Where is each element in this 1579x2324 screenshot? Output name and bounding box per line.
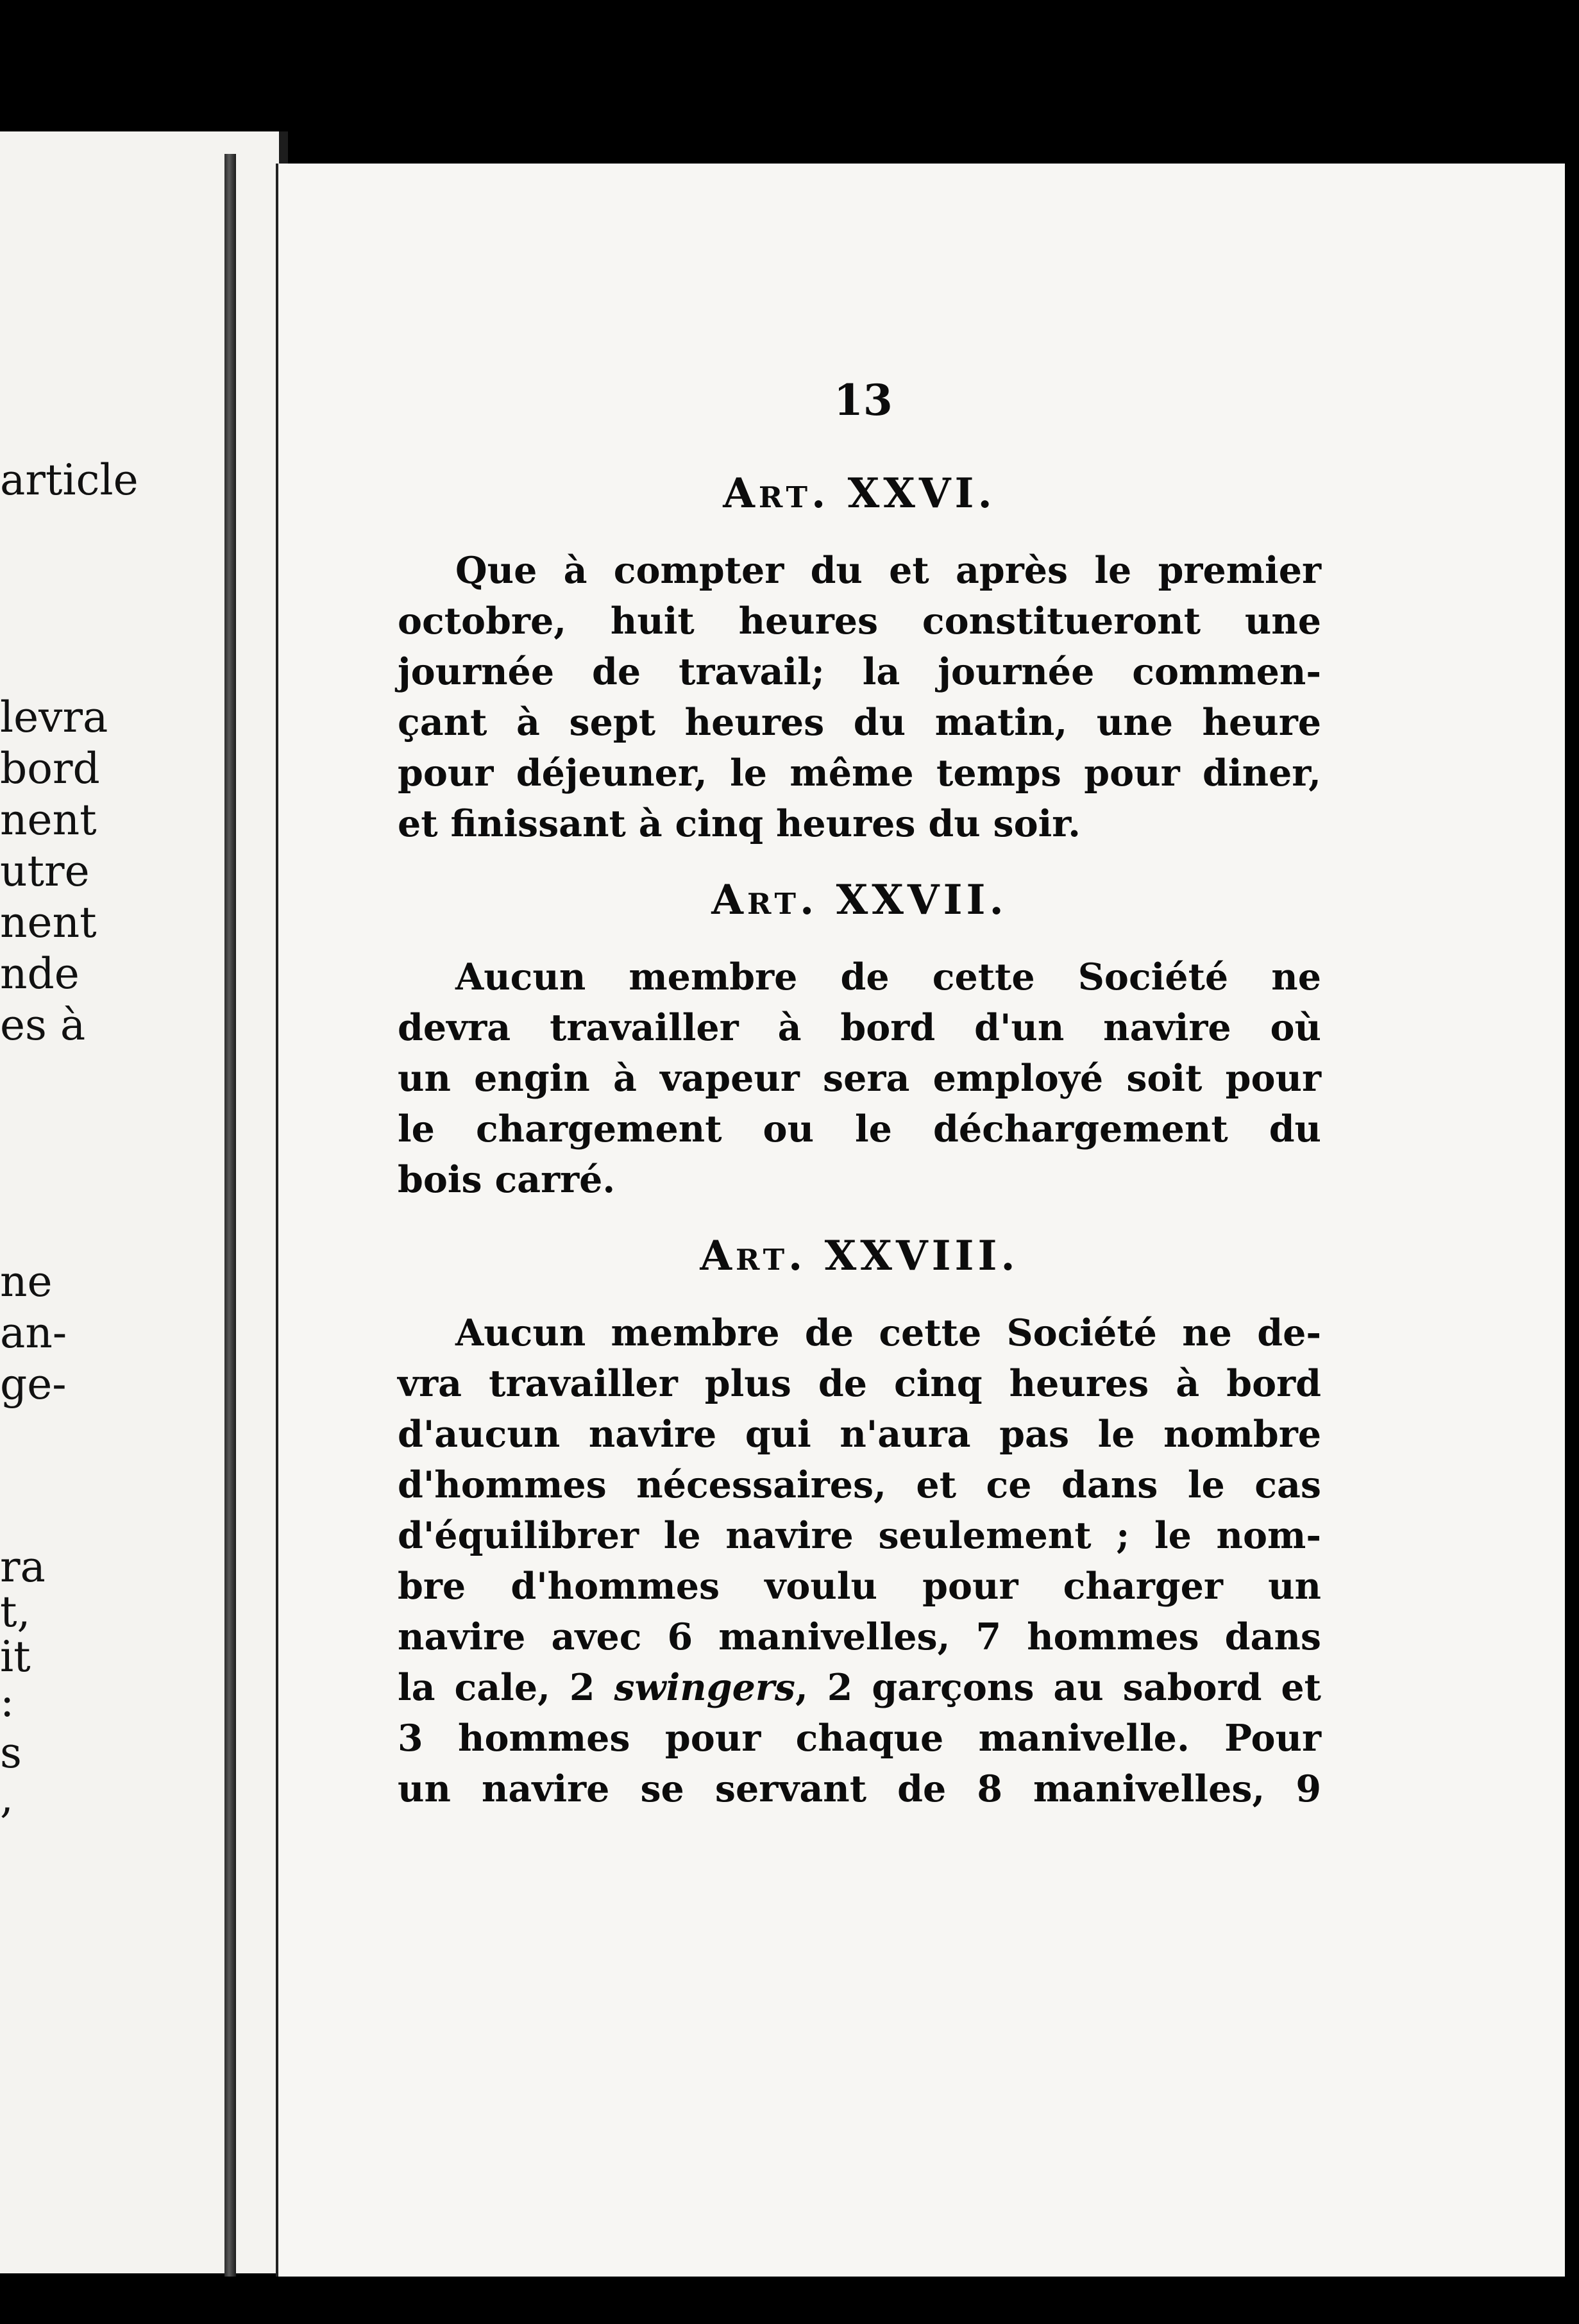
article-number: XXVII. [836,876,1008,924]
paragraph-line: d'aucun navire qui n'aura pas le nombre [398,1413,1321,1456]
paragraph-line: d'équilibrer le navire seulement ; le nom- [398,1514,1321,1557]
paragraph-line: pour déjeuner, le même temps pour diner, [398,752,1321,795]
paragraph-line: Aucun membre de cette Société ne [455,956,1321,998]
scan-border-bottom [0,2277,1579,2324]
book-gutter [224,154,236,2289]
paragraph-line: un navire se servant de 8 manivelles, 9 [398,1767,1321,1810]
article-prefix: Art. [700,1232,807,1280]
left-fragment-text: , [0,1773,13,1823]
article-paragraph [398,952,1321,1205]
paragraph-line: Aucun membre de cette Société ne de- [455,1311,1321,1354]
left-fragment-text: utre [0,846,90,896]
paragraph-line: un engin à vapeur sera employé soit pour [398,1057,1321,1100]
previous-page-fragment [0,131,288,2273]
article-prefix: Art. [711,876,818,924]
article-heading [398,875,1321,926]
left-fragment-text: it [0,1632,31,1681]
left-fragment-text: : [0,1677,15,1726]
paragraph-line: vra travailler plus de cinq heures à bord [398,1362,1321,1405]
left-fragment-text: nent [0,898,97,947]
left-fragment-text: t, [0,1587,31,1637]
article-heading [398,1231,1321,1282]
left-fragment-text: ge- [0,1360,67,1409]
paragraph-line: navire avec 6 manivelles, 7 hommes dans [398,1615,1321,1658]
paragraph-line: et finissant à cinq heures du soir. [398,802,1081,845]
paragraph-line: le chargement ou le déchargement du [398,1107,1321,1150]
paragraph-line: journée de travail; la journée commen- [398,650,1321,693]
left-fragment-text: nent [0,795,97,845]
left-fragment-text: ne [0,1257,53,1306]
article-number: XXVI. [847,469,996,518]
left-fragment-text: nde [0,949,80,998]
article-heading [398,468,1321,519]
article-paragraph [398,545,1321,849]
scan-border-top [0,0,1579,141]
left-fragment-text: es à [0,1000,86,1050]
paragraph-line: 3 hommes pour chaque manivelle. Pour [398,1717,1321,1760]
left-fragment-text: article [0,455,139,505]
left-fragment-text: levra [0,693,108,742]
left-fragment-text: an- [0,1308,67,1358]
paragraph-line: bois carré. [398,1158,616,1201]
paragraph-line: octobre, huit heures constitueront une [398,600,1321,643]
left-fragment-text: ra [0,1542,46,1592]
paragraph-line: bre d'hommes voulu pour charger un [398,1565,1321,1608]
paragraph-line: d'hommes nécessaires, et ce dans le cas [398,1463,1321,1506]
article-paragraph [398,1308,1321,1814]
paragraph-line: Que à compter du et après le premier [455,549,1321,592]
paragraph-line: la cale, 2 swingers, 2 garçons au sabord et [398,1666,1321,1709]
scan-border-right [1565,0,1579,2324]
page-number: 13 [834,375,893,425]
left-fragment-text: s [0,1728,22,1778]
italic-term: swingers [614,1666,795,1709]
article-number: XXVIII. [824,1232,1019,1280]
page-body [398,378,1321,1814]
paragraph-line: çant à sept heures du matin, une heure [398,701,1321,744]
paragraph-line: devra travailler à bord d'un navire où [398,1006,1321,1049]
left-fragment-text: bord [0,744,100,793]
article-prefix: Art. [723,469,830,518]
